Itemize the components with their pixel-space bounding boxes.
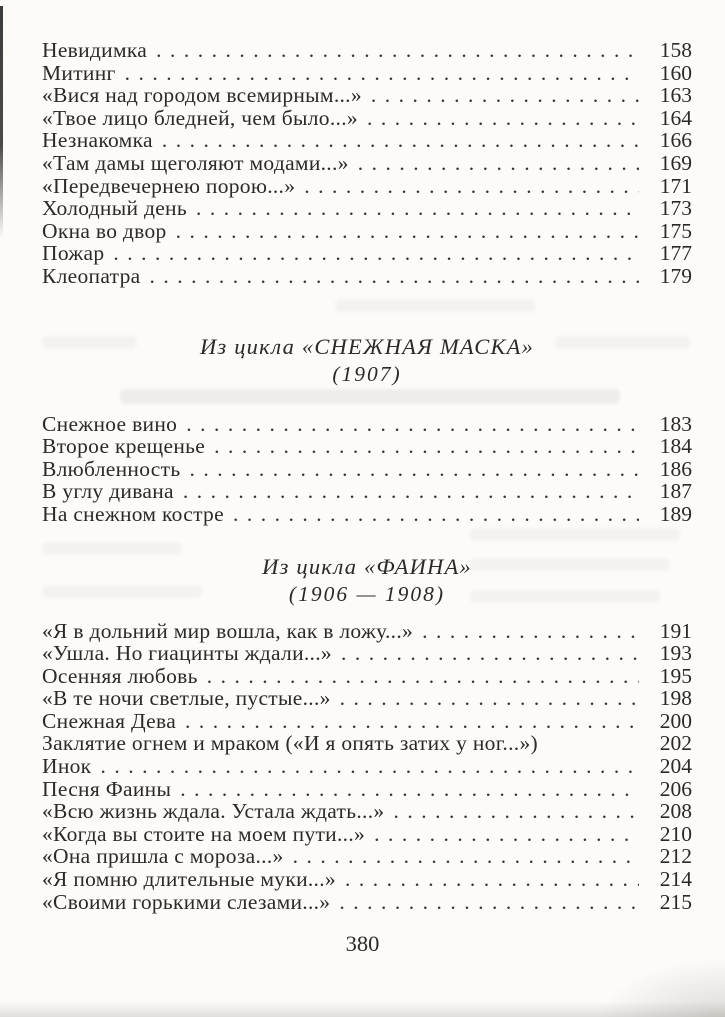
entry-page-number: 195 [659, 663, 692, 688]
toc-entry [42, 62, 692, 85]
toc-entry [42, 413, 692, 436]
entry-title: «Своими горькими слезами...» [42, 889, 331, 914]
entry-title: «Я помню длительные муки...» [42, 867, 336, 892]
entry-title: Второе крещенье [42, 434, 206, 459]
entry-page-number: 184 [659, 434, 692, 459]
entry-page-number: 158 [659, 38, 692, 62]
toc-entry [42, 265, 692, 288]
entry-page-number: 177 [659, 241, 692, 266]
toc-entry-list [42, 39, 692, 288]
dot-leader [339, 891, 639, 914]
toc-entry-list [42, 413, 692, 526]
entry-page-number: 173 [659, 196, 692, 221]
dot-leader [189, 458, 639, 481]
toc-entry [42, 710, 692, 733]
toc-entry [42, 868, 692, 891]
entry-page-number: 169 [659, 150, 692, 175]
toc-entry [42, 732, 692, 755]
toc-entry [42, 39, 692, 62]
entry-page-number: 187 [659, 479, 692, 504]
entry-title: «Она пришла с мороза...» [42, 844, 284, 869]
entry-page-number: 160 [659, 60, 692, 85]
entry-page-number: 193 [659, 641, 692, 666]
entry-title: «В те ночи светлые, пустые...» [42, 686, 331, 711]
dot-leader [367, 107, 639, 130]
dot-leader [340, 687, 639, 710]
dot-leader [214, 435, 639, 458]
page-footer [0, 931, 725, 957]
dot-leader [207, 665, 639, 688]
entry-page-number: 200 [659, 708, 692, 733]
toc-entry [42, 480, 692, 503]
entry-page-number: 204 [659, 754, 692, 779]
toc-entry [42, 220, 692, 243]
entry-title: Осенняя любовь [42, 663, 198, 688]
toc-entry [42, 687, 692, 710]
entry-title: «Ушла. Но гиацинты ждали...» [42, 641, 332, 666]
toc-entry [42, 503, 692, 526]
entry-title: «Когда вы стоите на моем пути...» [42, 821, 366, 846]
dot-leader [186, 413, 639, 436]
entry-page-number: 198 [659, 686, 692, 711]
toc-entry [42, 107, 692, 130]
toc-entry [42, 755, 692, 778]
dot-leader [100, 755, 639, 778]
dot-leader [422, 620, 639, 643]
section-years: (1906 — 1908) [288, 581, 446, 606]
dot-leader [196, 197, 639, 220]
entry-title: Песня Фаины [42, 776, 172, 801]
entry-title: Пожар [42, 241, 105, 266]
entry-title: Холодный день [42, 196, 187, 221]
dot-leader [304, 175, 639, 198]
scan-corner-shadow-artifact [595, 957, 725, 1017]
entry-page-number: 202 [659, 731, 692, 756]
entry-title: На снежном костре [42, 501, 224, 526]
entry-page-number: 175 [659, 218, 692, 243]
dot-leader [345, 868, 639, 891]
toc-entry [42, 778, 692, 801]
toc-entry [42, 435, 692, 458]
entry-title: Митинг [42, 60, 116, 85]
entry-title: «Там дамы щеголяют модами...» [42, 150, 349, 175]
toc-entry [42, 620, 692, 643]
section-heading [42, 334, 692, 387]
entry-title: Заклятие огнем и мраком («И я опять затих у ног...») [42, 731, 538, 756]
section-years: (1907) [332, 361, 402, 386]
toc-entry [42, 665, 692, 688]
toc-entry [42, 129, 692, 152]
dot-leader [176, 220, 639, 243]
entry-page-number: 163 [659, 83, 692, 108]
toc-section [42, 39, 692, 288]
dot-leader [162, 129, 639, 152]
dot-leader [393, 800, 639, 823]
dot-leader [185, 710, 639, 733]
dot-leader [180, 778, 639, 801]
section-title: Из цикла «ФАИНА» [262, 553, 472, 579]
dot-leader [150, 265, 639, 288]
entry-title: Влюбленность [42, 456, 181, 481]
entry-page-number: 210 [659, 821, 692, 846]
section-heading [42, 554, 692, 607]
toc-entry [42, 458, 692, 481]
entry-title: «Твое лицо бледней, чем было...» [42, 105, 358, 130]
entry-page-number: 179 [659, 263, 692, 288]
entry-title: Незнакомка [42, 128, 153, 153]
dot-leader [233, 503, 639, 526]
toc-section [42, 334, 692, 526]
toc-entry [42, 823, 692, 846]
entry-title: Невидимка [42, 38, 148, 62]
entry-title: Клеопатра [42, 263, 141, 288]
toc-entry [42, 197, 692, 220]
toc-entry [42, 152, 692, 175]
dot-leader [293, 845, 639, 868]
dot-leader [358, 152, 639, 175]
entry-page-number: 166 [659, 128, 692, 153]
toc-entry [42, 242, 692, 265]
toc-entry [42, 642, 692, 665]
toc-entry [42, 175, 692, 198]
toc-entry [42, 845, 692, 868]
entry-page-number: 189 [659, 501, 692, 526]
entry-page-number: 208 [659, 799, 692, 824]
entry-page-number: 171 [659, 173, 692, 198]
entry-title: Снежная Дева [42, 708, 177, 733]
entry-page-number: 206 [659, 776, 692, 801]
dot-leader [156, 39, 639, 62]
entry-title: Окна во двор [42, 218, 167, 243]
entry-title: Инок [42, 754, 92, 779]
entry-page-number: 164 [659, 105, 692, 130]
dot-leader [371, 84, 639, 107]
toc-entry [42, 84, 692, 107]
page-number: 380 [345, 931, 380, 956]
entry-page-number: 215 [659, 889, 692, 914]
entry-title: Снежное вино [42, 411, 178, 436]
entry-page-number: 191 [659, 618, 692, 643]
toc-entry [42, 800, 692, 823]
entry-page-number: 183 [659, 411, 692, 436]
toc-entry-list [42, 620, 692, 914]
toc-section [42, 554, 692, 914]
entry-title: «Всю жизнь ждала. Устала ждать...» [42, 799, 385, 824]
entry-title: В углу дивана [42, 479, 174, 504]
scan-edge-artifact [0, 6, 3, 238]
dot-leader [183, 480, 639, 503]
entry-title: «Передвечернею порою...» [42, 173, 296, 198]
dot-leader [113, 242, 639, 265]
entry-title: «Я в дольний мир вошла, как в ложу...» [42, 618, 414, 643]
section-title: Из цикла «СНЕЖНАЯ МАСКА» [199, 333, 535, 359]
entry-page-number: 212 [659, 844, 692, 869]
entry-title: «Вися над городом всемирным...» [42, 83, 362, 108]
entry-page-number: 214 [659, 867, 692, 892]
dot-leader [341, 642, 639, 665]
entry-page-number: 186 [659, 456, 692, 481]
dot-leader [374, 823, 639, 846]
toc-entry [42, 891, 692, 914]
dot-leader [125, 62, 639, 85]
